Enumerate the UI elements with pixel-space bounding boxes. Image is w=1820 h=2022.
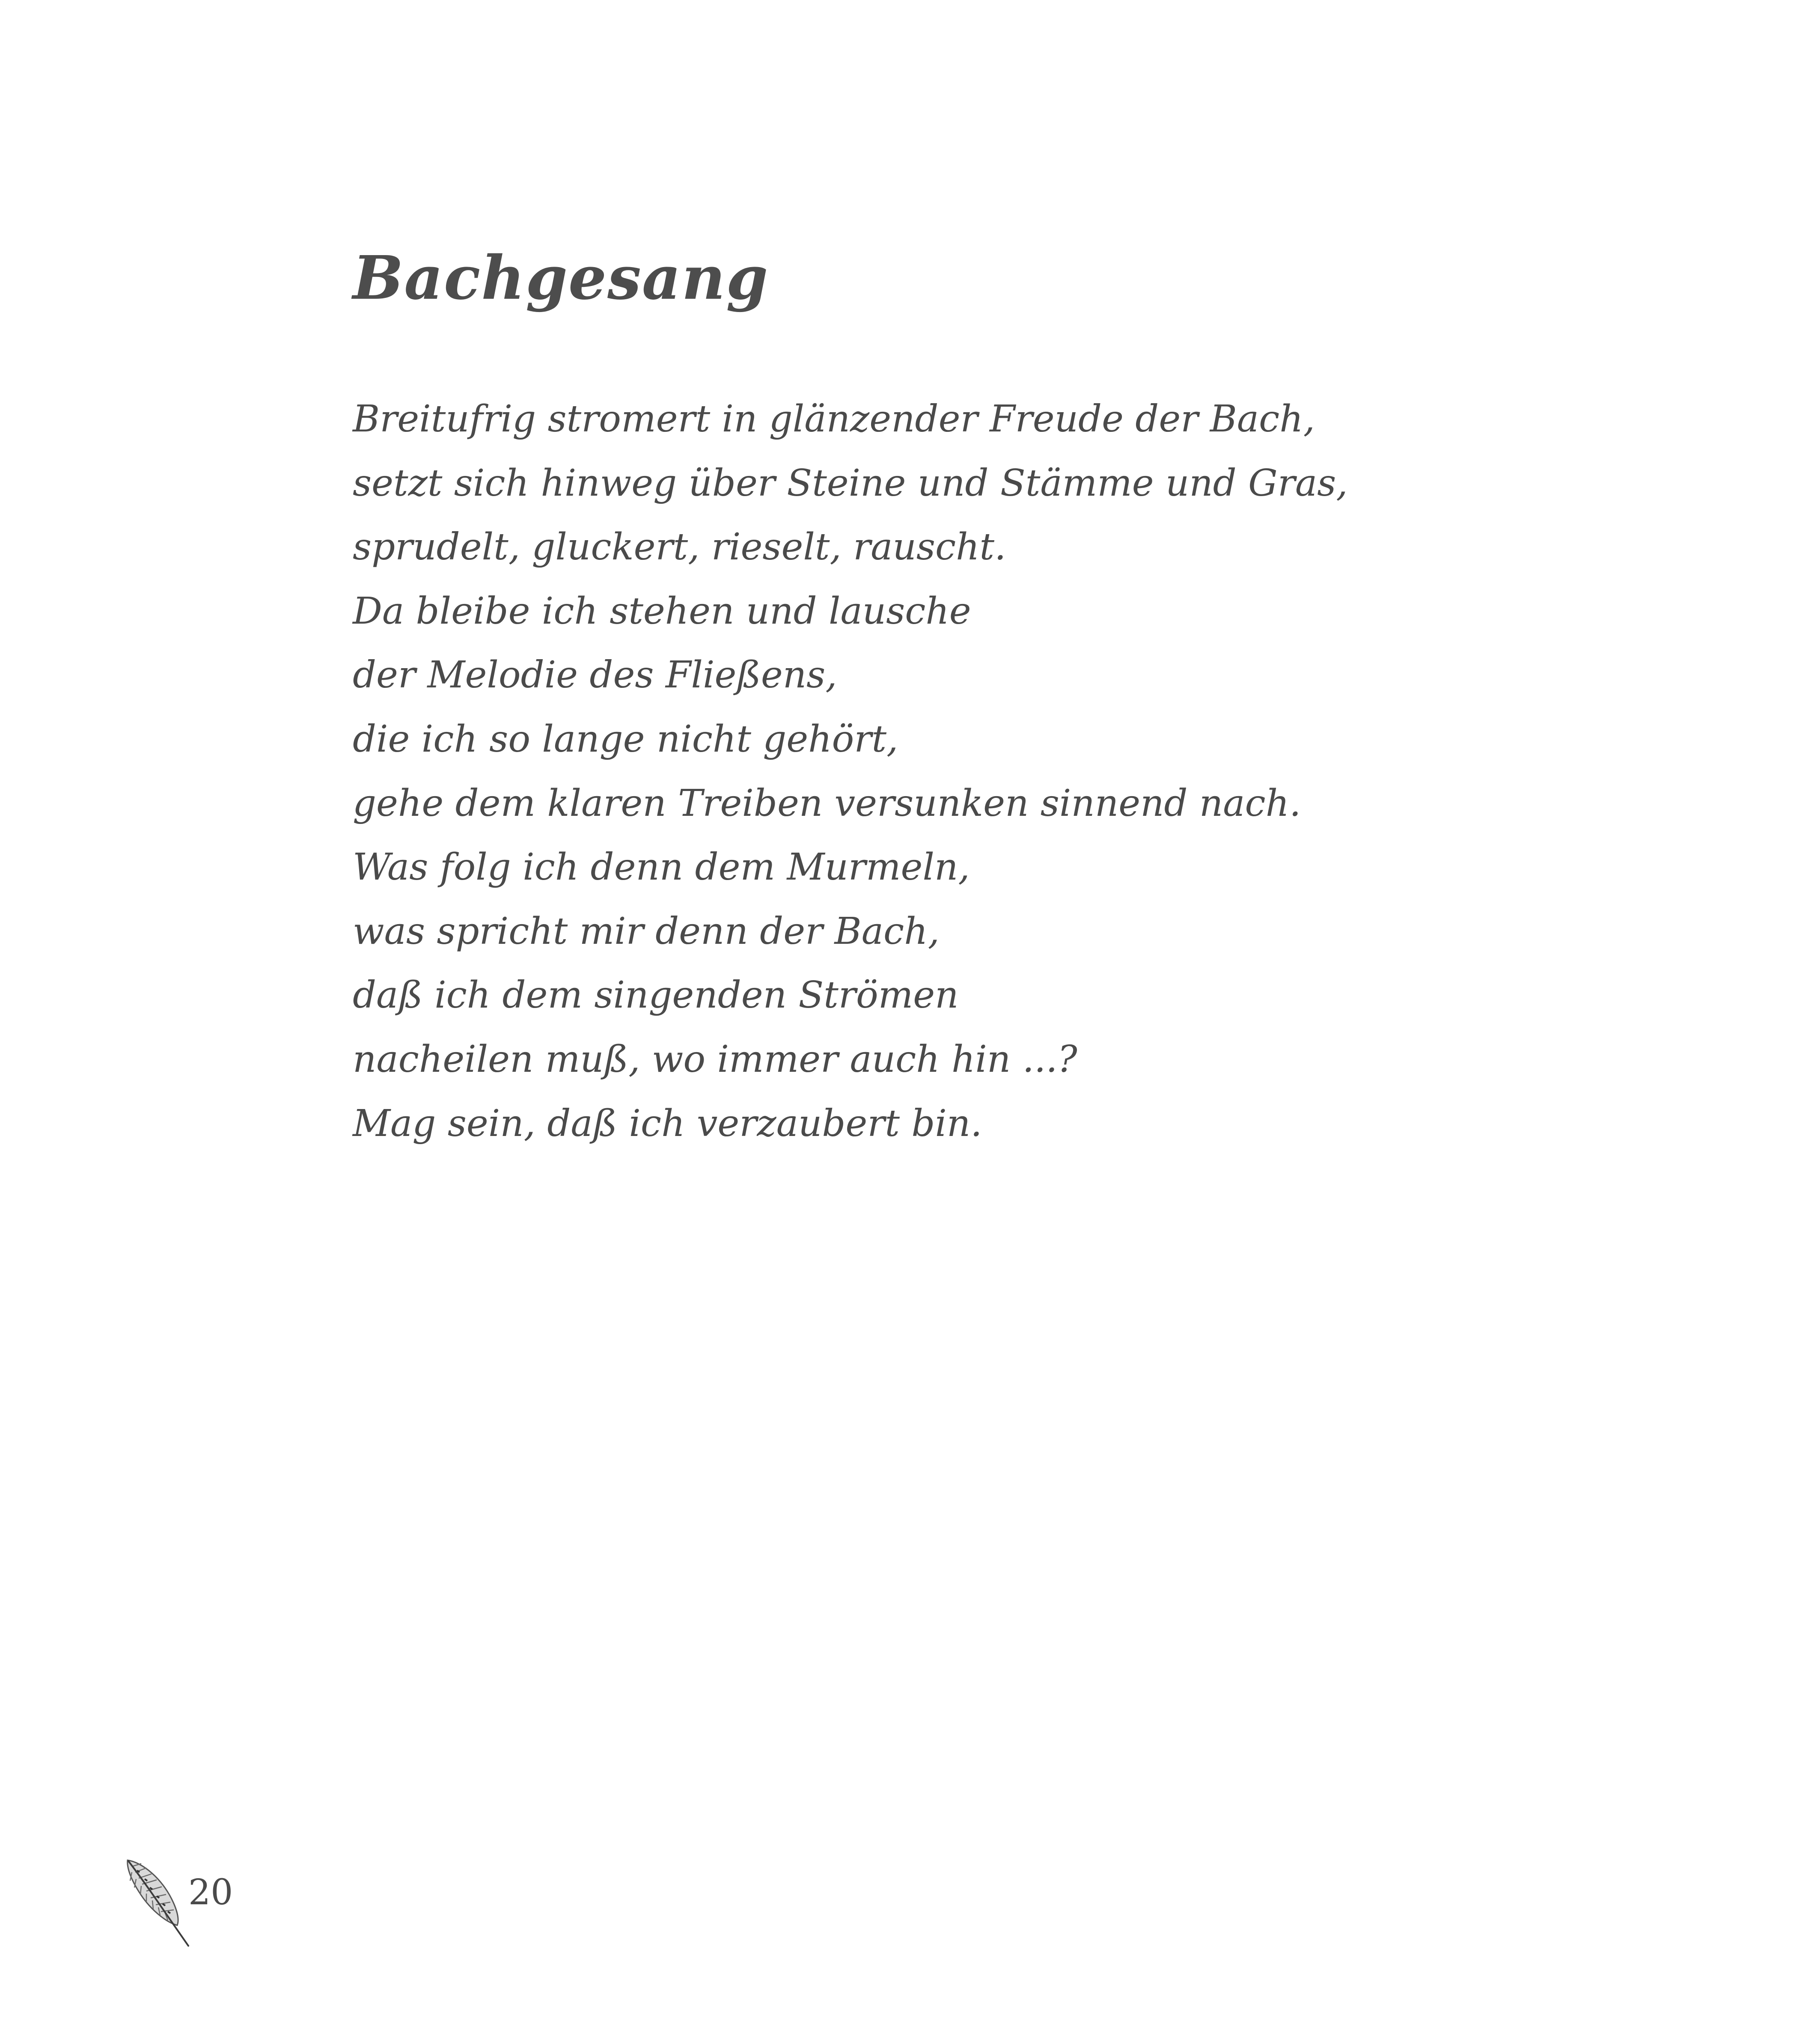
poem-line: die ich so lange nicht gehört, (353, 717, 898, 761)
poem-line: Mag sein, daß ich verzaubert bin. (353, 1102, 982, 1145)
poem-line: was spricht mir denn der Bach, (353, 910, 940, 953)
page-footer (124, 1858, 295, 1952)
poem-line: Was folg ich denn dem Murmeln, (353, 846, 970, 889)
poem-line: Breitufrig stromert in glänzender Freude der Bach, (353, 398, 1315, 440)
poem-line: setzt sich hinweg über Steine und Stämme und Gras, (353, 461, 1348, 505)
poem-title: Bachgesang (353, 243, 769, 313)
poem-line: daß ich dem singenden Strömen (353, 974, 959, 1017)
poem-body (353, 387, 1348, 1156)
page-number: 20 (188, 1872, 233, 1913)
poem-line: gehe dem klaren Treiben versunken sinnend nach. (353, 782, 1301, 825)
poem-line: Da bleibe ich stehen und lausche (353, 589, 971, 633)
poem-line: der Melodie des Fließens, (353, 654, 837, 697)
poem-line: sprudelt, gluckert, rieselt, rauscht. (353, 526, 1006, 569)
feather-icon (124, 1858, 193, 1948)
poem-line: nacheilen muß, wo immer auch hin ...? (353, 1038, 1077, 1081)
